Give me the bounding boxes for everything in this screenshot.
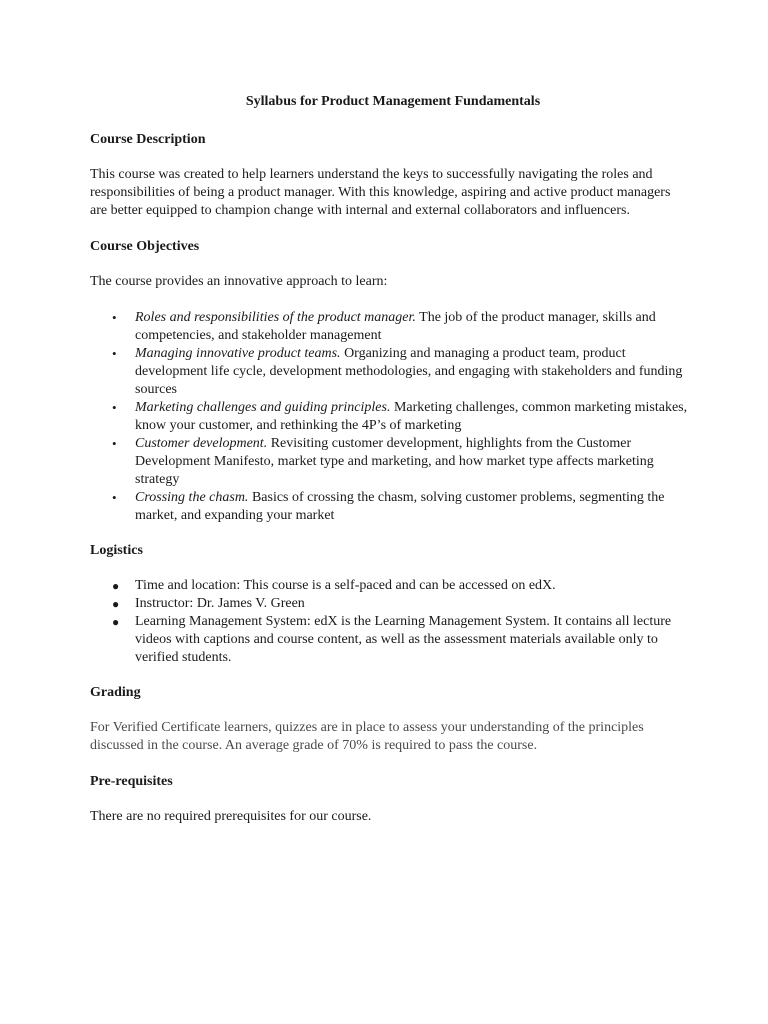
- objective-detail: The job of the product manager, skills and competencies, and stakeholder management: [135, 310, 656, 343]
- list-item: [90, 345, 690, 399]
- grading-text: For Verified Certificate learners, quizzes are in place to assess your understanding of the principles discussed in the course. An average grade of 70% is required to pass the course.: [90, 720, 644, 753]
- objectives-list: [90, 309, 690, 525]
- objective-topic: Crossing the chasm.: [135, 490, 249, 505]
- course-objectives-intro: The course provides an innovative approach to learn:: [90, 274, 388, 289]
- objective-detail: Revisiting customer development, highlights from the Customer Development Manifesto, market type and marketing, and how market type affects marketing strategy: [135, 436, 654, 487]
- bullet-icon: •: [112, 310, 117, 325]
- bullet-icon: •: [112, 490, 117, 505]
- bullet-icon: ●: [112, 579, 120, 593]
- logistics-item-text: Time and location: This course is a self-paced and can be accessed on edX.: [135, 578, 556, 593]
- logistics-item-text: Learning Management System: edX is the Learning Management System. It contains all lecture videos with captions and course content, as well as the assessment materials available only to verified students.: [135, 614, 672, 665]
- objective-detail: Marketing challenges, common marketing mistakes, know your customer, and rethinking the 4P’s of marketing: [135, 400, 688, 433]
- course-description-heading: Course Description: [90, 132, 206, 147]
- list-item: [90, 577, 690, 595]
- list-item: [90, 309, 690, 345]
- bullet-icon: •: [112, 400, 117, 415]
- list-item: [90, 595, 690, 613]
- grading-heading: Grading: [90, 685, 141, 700]
- bullet-icon: ●: [112, 597, 120, 611]
- document-title: Syllabus for Product Management Fundamentals: [245, 94, 541, 109]
- logistics-list: [90, 577, 690, 667]
- course-objectives-heading: Course Objectives: [90, 239, 200, 254]
- objective-topic: Customer development.: [135, 436, 268, 451]
- bullet-icon: ●: [112, 615, 120, 629]
- syllabus-document: [90, 93, 690, 844]
- list-item: [90, 435, 690, 489]
- list-item: [90, 613, 690, 667]
- prerequisites-heading: Pre-requisites: [90, 774, 173, 789]
- objective-topic: Managing innovative product teams.: [135, 346, 341, 361]
- prerequisites-text: There are no required prerequisites for our course.: [90, 809, 372, 824]
- objective-topic: Marketing challenges and guiding principles.: [135, 400, 391, 415]
- objective-detail: Basics of crossing the chasm, solving customer problems, segmenting the market, and expanding your market: [135, 490, 665, 523]
- objective-detail: Organizing and managing a product team, product development life cycle, development methodologies, and engaging with stakeholders and funding sources: [135, 346, 683, 397]
- logistics-item-text: Instructor: Dr. James V. Green: [135, 596, 305, 611]
- list-item: [90, 399, 690, 435]
- objective-topic: Roles and responsibilities of the product manager.: [135, 310, 416, 325]
- logistics-heading: Logistics: [90, 543, 143, 558]
- bullet-icon: •: [112, 346, 117, 361]
- bullet-icon: •: [112, 436, 117, 451]
- course-description-text: This course was created to help learners understand the keys to successfully navigating the roles and responsibilities of being a product manager. With this knowledge, aspiring and active product managers are better equipped to champion change with internal and external collaborators and influencers.: [90, 167, 671, 218]
- list-item: [90, 489, 690, 525]
